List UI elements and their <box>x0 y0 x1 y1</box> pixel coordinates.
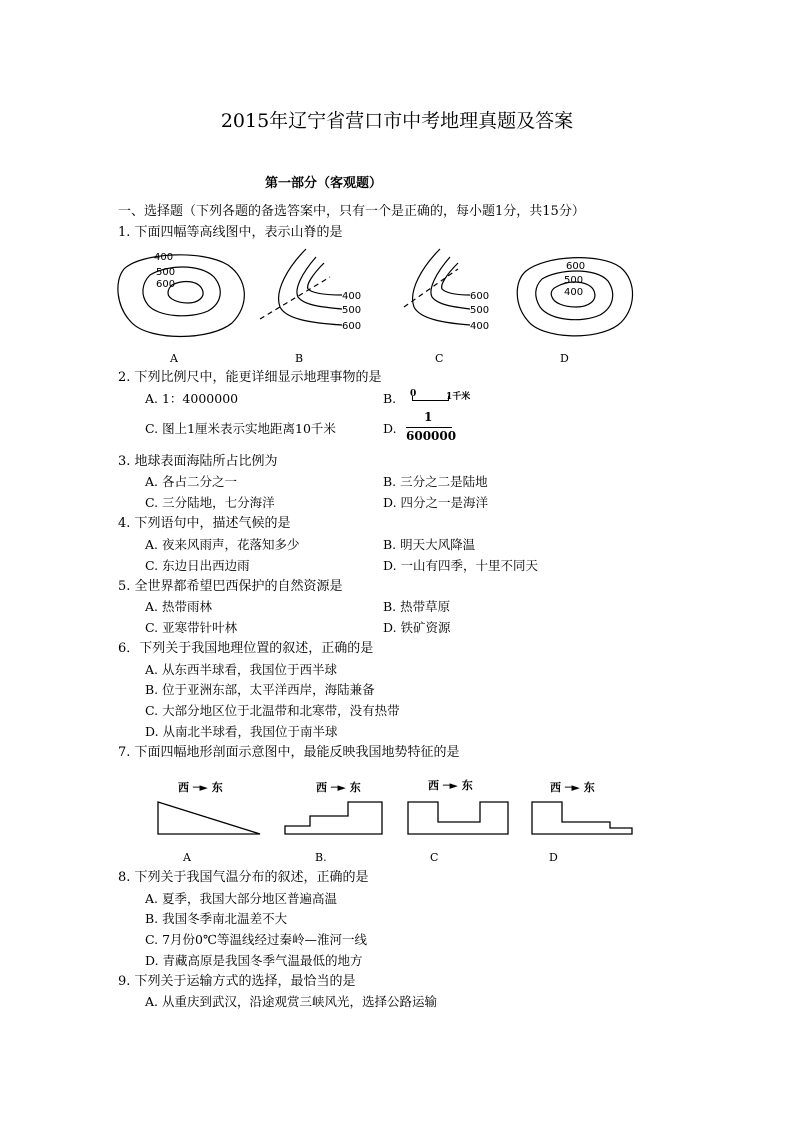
q9-option-a: A. 从重庆到武汉，沿途观赏三峡风光，选择公路运输 <box>145 994 437 1009</box>
q2-stem: 2. 下列比例尺中，能更详细显示地理事物的是 <box>118 370 382 385</box>
q7-direction-c: 西 ─► 东 <box>428 779 473 792</box>
q1d-label-600: 600 <box>566 261 586 272</box>
q8-option-a: A. 夏季，我国大部分地区普遍高温 <box>145 891 337 906</box>
q1-figure-a <box>118 255 244 337</box>
q6-option-c: C. 大部分地区位于北温带和北寒带，没有热带 <box>145 703 400 718</box>
q1b-label-500: 500 <box>342 305 362 316</box>
section-heading: 一、选择题（下列各题的备选答案中，只有一个是正确的，每小题1分，共15分） <box>118 204 585 219</box>
q7-profile-a <box>158 802 260 834</box>
q1a-label-400: 400 <box>154 252 174 263</box>
q1c-label-600: 600 <box>470 291 490 302</box>
q5-option-c: C. 亚寒带针叶林 <box>145 620 238 635</box>
q2-scale-zero: 0 <box>410 389 417 399</box>
q1-label-a: A <box>170 352 178 365</box>
q1c-label-500: 500 <box>470 305 490 316</box>
q4-option-c: C. 东边日出西边雨 <box>145 558 250 573</box>
q7-direction-d: 西 ─► 东 <box>550 781 595 794</box>
q1-figure-b <box>260 249 342 325</box>
q8-option-d: D. 青藏高原是我国冬季气温最低的地方 <box>145 953 363 968</box>
q7-profile-b <box>285 802 382 834</box>
q2-fraction-denominator: 600000 <box>406 429 457 443</box>
q3-option-a: A. 各占二分之一 <box>145 474 237 489</box>
q3-option-c: C. 三分陆地，七分海洋 <box>145 495 275 510</box>
q4-stem: 4. 下列语句中，描述气候的是 <box>118 516 291 531</box>
q1a-label-500: 500 <box>156 267 176 278</box>
q1-stem: 1. 下面四幅等高线图中，表示山脊的是 <box>118 225 343 240</box>
q8-option-c: C. 7月份0℃等温线经过秦岭—淮河一线 <box>145 932 367 947</box>
q1-label-d: D <box>560 352 569 365</box>
q6-stem: 6．下列关于我国地理位置的叙述，正确的是 <box>118 641 374 656</box>
q3-option-b: B. 三分之二是陆地 <box>383 474 488 489</box>
q9-stem: 9. 下列关于运输方式的选择，最恰当的是 <box>118 974 356 989</box>
q2-scale-km: 1千米 <box>446 392 471 402</box>
q5-option-a: A. 热带雨林 <box>145 599 212 614</box>
q7-profile-c <box>408 802 508 834</box>
q7-label-a: A <box>183 851 191 864</box>
q3-stem: 3. 地球表面海陆所占比例为 <box>118 454 278 469</box>
q6-option-a: A. 从东西半球看，我国位于西半球 <box>145 662 337 677</box>
q1d-label-400: 400 <box>564 287 584 298</box>
q4-option-a: A. 夜来风雨声，花落知多少 <box>145 537 300 552</box>
q2-option-d-label: D. <box>383 421 397 436</box>
q1a-label-600: 600 <box>156 279 176 290</box>
q2-option-d-fraction <box>406 410 457 450</box>
q1d-label-500: 500 <box>564 275 584 286</box>
q5-option-d: D. 铁矿资源 <box>383 620 451 635</box>
q8-option-b: B. 我国冬季南北温差不大 <box>145 911 288 926</box>
q7-direction-b: 西 ─► 东 <box>316 781 361 794</box>
q6-option-b: B. 位于亚洲东部，太平洋西岸，海陆兼备 <box>145 682 375 697</box>
q2-fraction-numerator: 1 <box>424 410 433 424</box>
q7-profile-figures <box>150 798 650 840</box>
q1b-label-400: 400 <box>342 291 362 302</box>
q7-profile-d <box>532 802 632 834</box>
q1b-label-600: 600 <box>342 321 362 332</box>
q7-label-b: B. <box>315 851 327 864</box>
q5-stem: 5. 全世界都希望巴西保护的自然资源是 <box>118 579 343 594</box>
q4-option-b: B. 明天大风降温 <box>383 537 476 552</box>
q4-option-d: D. 一山有四季，十里不同天 <box>383 558 539 573</box>
q6-option-d: D. 从南北半球看，我国位于南半球 <box>145 724 338 739</box>
q1-label-c: C <box>435 352 444 365</box>
q2-option-b-scale-bar <box>408 387 488 407</box>
q1-label-b: B <box>295 352 304 365</box>
q1-contour-figures <box>110 245 650 370</box>
q7-stem: 7. 下面四幅地形剖面示意图中，最能反映我国地势特征的是 <box>118 745 460 760</box>
q7-label-c: C <box>430 851 439 864</box>
q2-option-b-label: B. <box>383 391 397 406</box>
q8-stem: 8. 下列关于我国气温分布的叙述，正确的是 <box>118 870 369 885</box>
q1c-label-400: 400 <box>470 321 490 332</box>
q5-option-b: B. 热带草原 <box>383 599 451 614</box>
page-title: 2015年辽宁省营口市中考地理真题及答案 <box>220 110 574 132</box>
q7-direction-a: 西 ─► 东 <box>178 781 223 794</box>
q7-label-d: D <box>549 851 558 864</box>
q1-figure-c <box>404 249 470 325</box>
q2-option-c: C. 图上1厘米表示实地距离10千米 <box>145 421 336 436</box>
part-heading: 第一部分（客观题） <box>265 176 383 191</box>
q2-option-a: A. 1：4000000 <box>145 391 239 406</box>
q3-option-d: D. 四分之一是海洋 <box>383 495 489 510</box>
